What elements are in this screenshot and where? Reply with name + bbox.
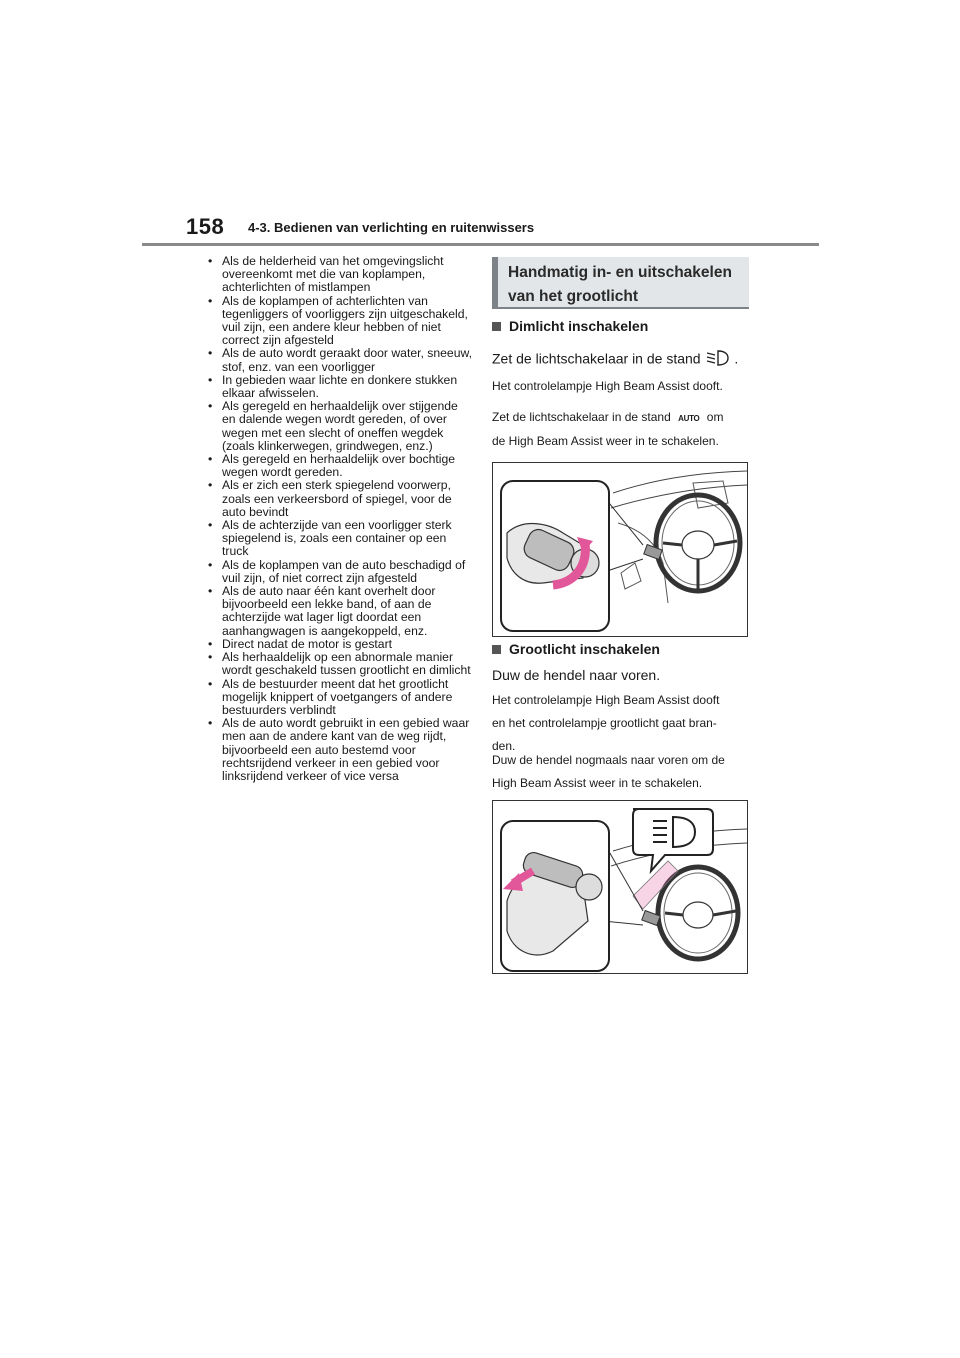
square-bullet-icon — [492, 322, 501, 331]
chapter-title: 4-3. Bedienen van verlichting en ruitenwissers — [248, 220, 535, 235]
dimlicht-note2-end: om — [706, 410, 724, 424]
grootlicht-note1-line2: en het controlelampje grootlicht gaat bran- — [492, 716, 717, 730]
grootlicht-note2-line1: Duw de hendel nogmaals naar voren om de — [492, 753, 725, 767]
dimlicht-note2-line2: de High Beam Assist weer in te schakelen. — [492, 434, 719, 448]
list-item: • Als de koplampen of achterlichten van tegenliggers of voorliggers zijn uitgeschakeld, vuil zijn, een andere kleur hebben of niet correct zijn afgesteld — [204, 295, 474, 348]
list-item: • Als de bestuurder meent dat het grootlicht mogelijk knippert of voetgangers of andere bestuurders verblindt — [204, 678, 474, 718]
dimlicht-note2 — [492, 406, 750, 453]
grootlicht-heading-text: Grootlicht inschakelen — [509, 641, 660, 657]
grootlicht-instruction: Duw de hendel naar voren. — [492, 667, 661, 683]
low-beam-icon — [704, 349, 730, 371]
list-item: • Als de auto wordt geraakt door water, sneeuw, stof, enz. van een voorligger — [204, 347, 474, 373]
list-item: • Als geregeld en herhaaldelijk over bochtige wegen wordt gereden. — [204, 453, 474, 479]
section-title-line1: Handmatig in- en uitschakelen — [508, 264, 732, 281]
list-item: • Als de achterzijde van een voorligger sterk spiegelend is, zoals een container op een truck — [204, 519, 474, 559]
list-item: • Als geregeld en herhaaldelijk over stijgende en dalende wegen wordt gereden, of over wegen met een slecht of oneffen wegdek (zoals klinkerwegen, grindwegen, enz.) — [204, 400, 474, 453]
figure-light-switch — [492, 462, 748, 637]
grootlicht-note2-line2: High Beam Assist weer in te schakelen. — [492, 776, 703, 790]
dimlicht-note1: Het controlelampje High Beam Assist dooft. — [492, 379, 723, 393]
grootlicht-note1-line1: Het controlelampje High Beam Assist dooft — [492, 693, 720, 707]
grootlicht-heading — [492, 641, 660, 657]
header-divider — [142, 243, 819, 246]
list-item: • Als herhaaldelijk op een abnormale manier wordt geschakeld tussen grootlicht en dimlicht — [204, 651, 474, 677]
section-heading — [492, 257, 749, 309]
dimlicht-instruction-text: Zet de lichtschakelaar in de stand — [492, 350, 701, 367]
grootlicht-note1-line3: den. — [492, 739, 516, 753]
list-item: • Als de auto naar één kant overhelt door bijvoorbeeld een lekke band, of aan de achterzijde wat lager ligt doordat een aanhangwagen is aangekoppeld, enz. — [204, 585, 474, 638]
list-item: • Als de koplampen van de auto beschadigd of vuil zijn, of niet correct zijn afgesteld — [204, 559, 474, 585]
dimlicht-heading — [492, 318, 648, 334]
conditions-list — [204, 255, 474, 783]
list-item: • Als er zich een sterk spiegelend voorwerp, zoals een verkeersbord of spiegel, voor de auto bevindt — [204, 479, 474, 519]
square-bullet-icon — [492, 645, 501, 654]
list-item: • Direct nadat de motor is gestart — [204, 638, 474, 651]
figure-lever-push — [492, 800, 748, 974]
list-item: • Als de helderheid van het omgevingslicht overeenkomt met die van koplampen, achterlichten of mistlampen — [204, 255, 474, 295]
page-number: 158 — [186, 214, 225, 239]
dimlicht-instruction-end: . — [734, 350, 739, 367]
auto-icon: AUTO — [678, 414, 700, 423]
dimlicht-instruction — [492, 349, 738, 371]
grootlicht-note1 — [492, 689, 750, 758]
section-title-line2: van het grootlicht — [508, 288, 639, 305]
list-item: • In gebieden waar lichte en donkere stukken elkaar afwisselen. — [204, 374, 474, 400]
grootlicht-note2 — [492, 749, 750, 795]
dimlicht-note2-text: Zet de lichtschakelaar in de stand — [492, 410, 671, 424]
dimlicht-heading-text: Dimlicht inschakelen — [509, 318, 649, 334]
list-item: • Als de auto wordt gebruikt in een gebied waar men aan de andere kant van de weg rijdt, bijvoorbeeld een auto bestemd voor rechtsrijdend verkeer in een gebied voor linksrijdend verkeer of vice versa — [204, 717, 474, 783]
